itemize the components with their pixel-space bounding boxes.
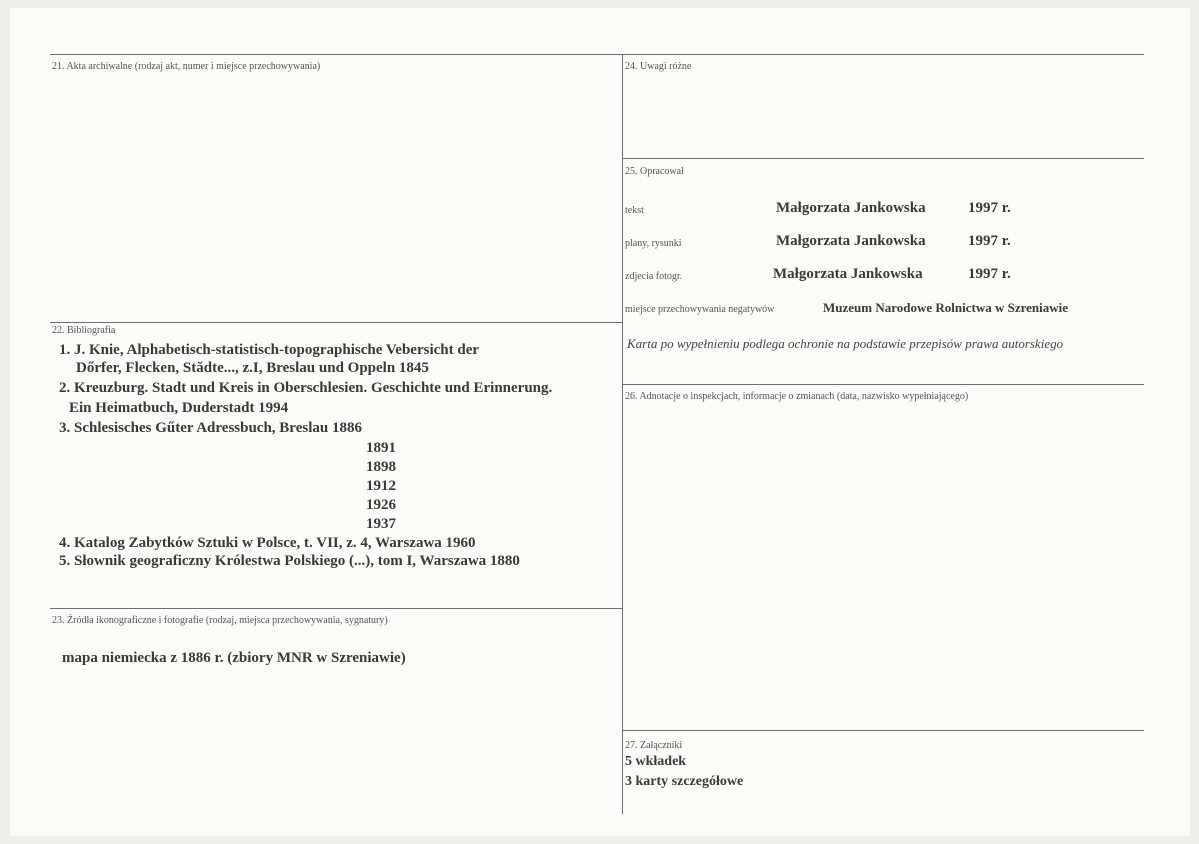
- divider-21-22: [50, 322, 622, 323]
- author-year: 1997 r.: [968, 200, 1011, 216]
- bibliography-year: 1912: [366, 478, 396, 494]
- attachment-item: 5 wkładek: [625, 754, 687, 769]
- bibliography-item-5: 5. Słownik geograficzny Królestwa Polskiego (...), tom I, Warszawa 1880: [59, 553, 520, 569]
- divider-25-26: [622, 384, 1144, 385]
- author-name: Małgorzata Jankowska: [776, 233, 926, 249]
- top-left-border: [50, 54, 622, 55]
- divider-24-25: [622, 158, 1144, 159]
- bibliography-item-3: 3. Schlesisches Gűter Adressbuch, Breslau 1886: [59, 420, 362, 436]
- divider-26-27: [622, 730, 1144, 731]
- section-21-label: 21. Akta archiwalne (rodzaj akt, numer i miejsce przechowywania): [52, 61, 321, 72]
- author-role-photos: zdjecia fotogr.: [625, 271, 683, 282]
- author-name: Małgorzata Jankowska: [773, 266, 923, 282]
- author-name: Małgorzata Jankowska: [776, 200, 926, 216]
- bibliography-item-1: 1. J. Knie, Alphabetisch-statistisch-topographische Vebersicht der: [59, 342, 480, 358]
- divider-22-23: [50, 608, 622, 609]
- section-25-label: 25. Opracował: [625, 166, 684, 177]
- top-right-border: [622, 54, 1144, 55]
- section-23-label: 23. Źródła ikonograficzne i fotografie (rodzaj, miejsca przechowywania, sygnatury): [52, 615, 388, 626]
- section-24-label: 24. Uwagi różne: [625, 61, 692, 72]
- section-22-label: 22. Bibliografia: [52, 325, 116, 336]
- section-27-label: 27. Załączniki: [625, 740, 683, 751]
- copyright-note: Karta po wypełnieniu podlega ochronie na podstawie przepisów prawa autorskiego: [627, 336, 1064, 351]
- bibliography-item-1-cont: Dőrfer, Flecken, Stădte..., z.I, Breslau und Oppeln 1845: [76, 360, 429, 376]
- bibliography-year: 1898: [366, 459, 396, 475]
- negatives-label: miejsce przechowywania negatywów: [625, 304, 775, 315]
- attachment-item: 3 karty szczegółowe: [625, 774, 744, 789]
- bibliography-year: 1937: [366, 516, 396, 532]
- bibliography-year: 1926: [366, 497, 396, 513]
- bibliography-item-4: 4. Katalog Zabytków Sztuki w Polsce, t. VII, z. 4, Warszawa 1960: [59, 535, 476, 551]
- section-26-label: 26. Adnotacje o inspekcjach, informacje o zmianach (data, nazwisko wypełniającego): [625, 391, 969, 402]
- center-divider: [622, 54, 623, 814]
- author-role-plans: plany, rysunki: [625, 238, 682, 249]
- bibliography-item-2: 2. Kreuzburg. Stadt und Kreis in Oberschlesien. Geschichte und Erinnerung.: [59, 380, 553, 396]
- author-role-text: tekst: [625, 205, 644, 216]
- author-year: 1997 r.: [968, 233, 1011, 249]
- author-year: 1997 r.: [968, 266, 1011, 282]
- iconographic-source: mapa niemiecka z 1886 r. (zbiory MNR w Szreniawie): [62, 650, 406, 666]
- bibliography-item-2-cont: Ein Heimatbuch, Duderstadt 1994: [69, 400, 289, 416]
- bibliography-year: 1891: [366, 440, 396, 456]
- negatives-location: Muzeum Narodowe Rolnictwa w Szreniawie: [823, 300, 1069, 315]
